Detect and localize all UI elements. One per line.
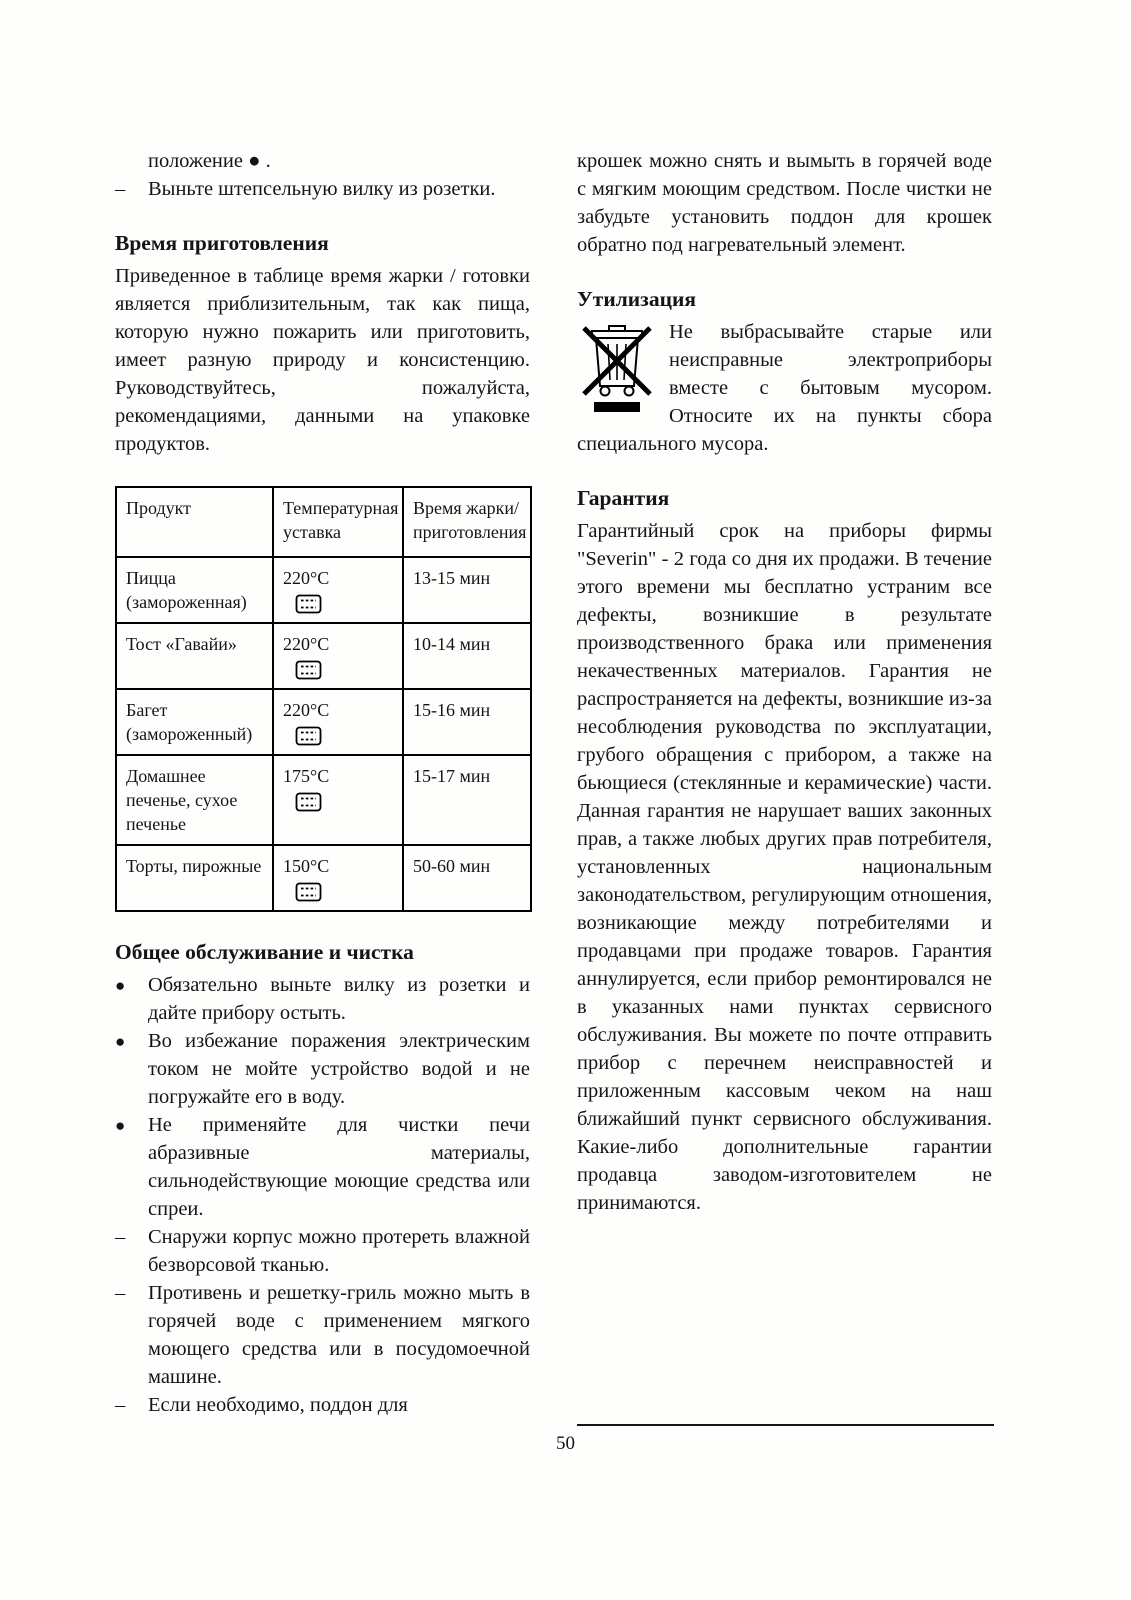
list-item xyxy=(115,147,530,175)
table-row xyxy=(116,755,531,845)
list-item xyxy=(115,1391,530,1419)
dash-marker: – xyxy=(115,1226,126,1248)
table-header-row xyxy=(116,487,531,557)
table-row xyxy=(116,845,531,911)
footer-rule xyxy=(577,1424,994,1426)
cooking-time-paragraph: Приведенное в таблице время жарки / готовки является приблизительным, так как пища, которую нужно пожарить или приготовить, имеет разную природу и консистенцию. Руководствуйтесь, пожалуйста, рекомендациями, данными на упаковке продуктов. xyxy=(115,265,530,455)
cell-time: 13-15 мин xyxy=(403,557,531,623)
oven-top-bottom-heat-icon xyxy=(295,792,322,812)
heading-disposal: Утилизация xyxy=(577,287,696,311)
temperature-value: 220°C xyxy=(283,700,330,720)
temperature-value: 220°C xyxy=(283,568,330,588)
list-item xyxy=(115,1279,530,1391)
table-row xyxy=(116,623,531,689)
cell-product: Пицца (замороженная) xyxy=(116,557,273,623)
list-item xyxy=(115,1111,530,1223)
disposal-paragraph: Не выбрасывайте старые или неисправные электроприборы вместе с бытовым мусором. Относите их на пункты сбора специального мусора. xyxy=(577,321,992,455)
cooking-table xyxy=(115,486,532,912)
heading-warranty: Гарантия xyxy=(577,486,670,510)
cell-product: Домашнее печенье, сухое печенье xyxy=(116,755,273,845)
list-text: Противень и решетку-гриль можно мыть в горячей воде с применением мягкого моющего средства или в посудомоечной машине. xyxy=(148,1282,530,1388)
heading-cooking-time: Время приготовления xyxy=(115,231,329,255)
cell-time: 15-16 мин xyxy=(403,689,531,755)
list-item xyxy=(115,175,530,203)
list-item xyxy=(115,1223,530,1279)
list-text: Если необходимо, поддон для xyxy=(148,1394,408,1416)
cell-time: 10-14 мин xyxy=(403,623,531,689)
temperature-value: 175°C xyxy=(283,766,330,786)
list-text: Не применяйте для чистки печи абразивные материалы, сильнодействующие моющие средства или спреи. xyxy=(148,1114,530,1220)
cell-time: 15-17 мин xyxy=(403,755,531,845)
col-header-time: Время жарки/ приготовления xyxy=(403,487,531,557)
list-marker: – xyxy=(115,178,126,200)
cell-temperature xyxy=(273,557,403,623)
table-row xyxy=(116,689,531,755)
col-header-product: Продукт xyxy=(116,487,273,557)
heading-maintenance: Общее обслуживание и чистка xyxy=(115,940,414,964)
cell-product: Тост «Гавайи» xyxy=(116,623,273,689)
cell-temperature xyxy=(273,689,403,755)
page-number: 50 xyxy=(556,1433,575,1454)
bullet-marker: ● xyxy=(115,1116,126,1135)
two-column-layout xyxy=(115,147,1131,1419)
cell-temperature xyxy=(273,755,403,845)
cell-temperature xyxy=(273,845,403,911)
list-text: положение ● . xyxy=(148,150,271,172)
col-header-temperature: Температурная уставка xyxy=(273,487,403,557)
warranty-paragraph: Гарантийный срок на приборы фирмы "Severin" - 2 года со дня их продажи. В течение этого времени мы бесплатно устраним все дефекты, возникшие в результате производственного брака или применения некачественных материалов. Гарантия не распространяется на дефекты, возникшие из-за несоблюдения руководства по эксплуатации, грубого обращения с прибором, а также на бьющиеся (стеклянные и керамические) части. Данная гарантия не нарушает ваших законных прав, а также любых других прав потребителя, установленных национальным законодательством, регулирующим отношения, возникающие между потребителями и продавцами при продаже товаров. Гарантия аннулируется, если прибор ремонтировался не в указанных нами пунктах сервисного обслуживания. Вы можете по почте отправить прибор с перечнем неисправностей и приложенным кассовым чеком на наш ближайший пункт сервисного обслуживания. Какие-либо дополнительные гарантии продавца заводом-изготовителем не принимаются. xyxy=(577,520,992,1214)
right-column xyxy=(577,147,992,1419)
continuation-paragraph: крошек можно снять и вымыть в горячей воде с мягким моющим средством. После чистки не забудьте установить поддон для крошек обратно под нагревательный элемент. xyxy=(577,150,992,256)
left-column xyxy=(115,147,530,1419)
cell-product: Торты, пирожные xyxy=(116,845,273,911)
oven-top-bottom-heat-icon xyxy=(295,726,322,746)
temperature-value: 150°C xyxy=(283,856,330,876)
list-text: Снаружи корпус можно протереть влажной безворсовой тканью. xyxy=(148,1226,530,1276)
temperature-value: 220°C xyxy=(283,634,330,654)
list-text: Во избежание поражения электрическим током не мойте устройство водой и не погружайте его в воду. xyxy=(148,1030,530,1108)
oven-top-bottom-heat-icon xyxy=(295,660,322,680)
list-item xyxy=(115,1027,530,1111)
dash-marker: – xyxy=(115,1394,126,1416)
list-item xyxy=(115,971,530,1027)
cell-time: 50-60 мин xyxy=(403,845,531,911)
dash-marker: – xyxy=(115,1282,126,1304)
list-text: Выньте штепсельную вилку из розетки. xyxy=(148,178,496,200)
cell-product: Багет (замороженный) xyxy=(116,689,273,755)
list-text: Обязательно выньте вилку из розетки и дайте прибору остыть. xyxy=(148,974,530,1024)
bullet-marker: ● xyxy=(115,976,126,995)
bullet-marker: ● xyxy=(115,1032,126,1051)
oven-top-bottom-heat-icon xyxy=(295,882,322,902)
cell-temperature xyxy=(273,623,403,689)
weee-crossed-out-bin-icon xyxy=(577,322,657,416)
oven-top-bottom-heat-icon xyxy=(295,594,322,614)
table-row xyxy=(116,557,531,623)
disposal-block xyxy=(577,318,992,458)
